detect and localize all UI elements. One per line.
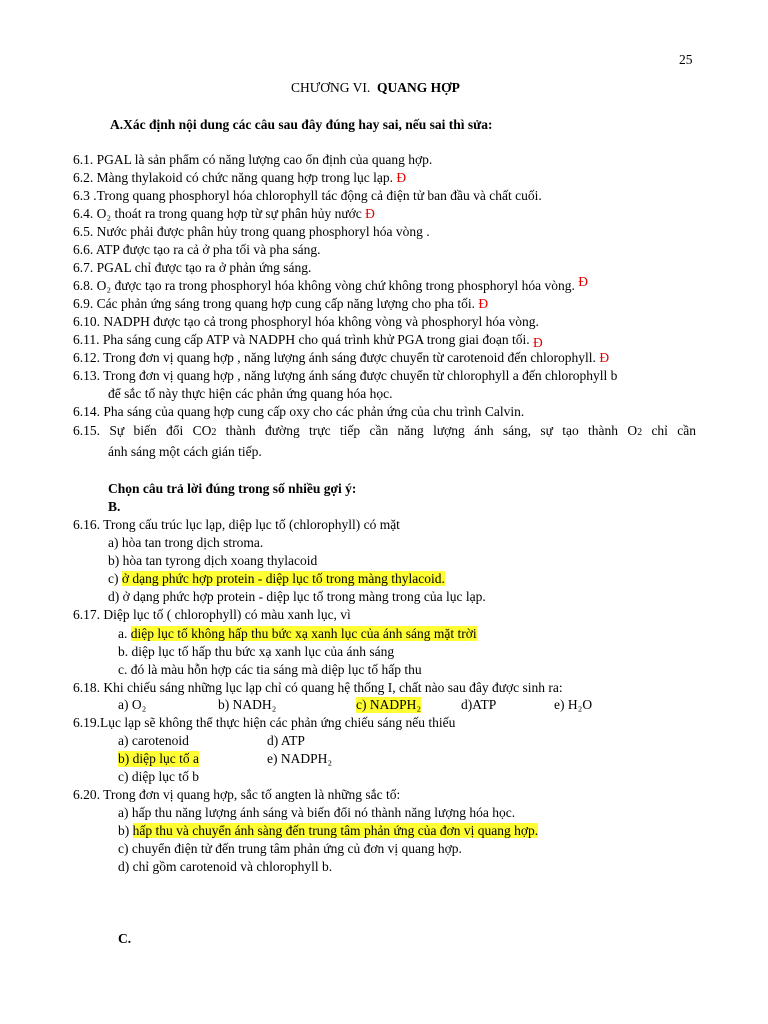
option-6-19-c: c) diệp lục tố b [118,769,199,784]
option-6-20-d: d) chỉ gồm carotenoid và chlorophyll b. [118,859,333,874]
item-6-2: 6.2. Màng thylakoid có chức năng quang hợp trong lục lạp. Đ [73,170,407,185]
item-6-12: 6.12. Trong đơn vị quang hợp , năng lượng ánh sáng được chuyển từ carotenoid đến chlorophyll. Đ [73,350,610,365]
item-6-7: 6.7. PGAL chỉ được tạo ra ở phản ứng sáng. [73,260,312,275]
item-6-8: 6.8. O₂ được tạo ra trong phosphoryl hóa không vòng chứ không trong phosphoryl hóa vòng. Đ [73,274,589,293]
question-6-18: 6.18. Khi chiếu sáng những lục lạp chỉ có quang hệ thống I, chất nào sau đây được sinh ra: [73,680,563,695]
option-6-19-d: d) ATP [267,733,305,748]
item-6-13-continued: để sắc tố này thực hiện các phản ứng quang hóa học. [108,386,393,401]
options-6-19-row2 [118,751,418,767]
options-6-19-row1 [118,733,418,749]
option-6-20-b: b) hấp thu và chuyển ánh sàng đến trung tâm phản ứng của đơn vị quang hợp. [118,823,539,838]
true-mark: Đ [533,335,543,350]
highlighted-answer: diệp lục tố không hấp thu bức xạ xanh lục của ánh sáng mặt trời [130,626,477,641]
true-mark: Đ [599,350,610,365]
chapter-prefix: CHƯƠNG VI. [291,80,371,95]
option-6-18-a: a) O₂ [118,697,147,712]
option-6-18-c: c) NADPH₂ [356,697,422,712]
item-6-15: 6.15. Sự biến đổi CO2 thành đường trực tiếp cần năng lượng ánh sáng, sự tạo thành O2 chỉ cần [73,423,696,438]
item-6-15-continued: ánh sáng một cách gián tiếp. [108,444,262,459]
true-mark: Đ [365,206,375,221]
highlighted-answer: hấp thu và chuyển ánh sàng đến trung tâm phản ứng của đơn vị quang hợp. [132,823,539,838]
section-c-label: C. [118,931,132,946]
item-6-9: 6.9. Các phản ứng sáng trong quang hợp cung cấp năng lượng cho pha tối. Đ [73,296,489,311]
item-6-4: 6.4. O₂ thoát ra trong quang hợp từ sự phân hủy nước Đ [73,206,375,221]
option-6-16-c: c) ở dạng phức hợp protein - diệp lục tố trong màng thylacoid. [108,571,445,586]
item-6-14: 6.14. Pha sáng của quang hợp cung cấp oxy cho các phản ứng của chu trình Calvin. [73,404,525,419]
option-6-17-c: c. đó là màu hỗn hợp các tia sáng mà diệp lục tố hấp thu [118,662,422,677]
chapter-title: QUANG HỢP [376,80,460,95]
section-a-heading: A.Xác định nội dung các câu sau đây đúng hay sai, nếu sai thì sửa: [110,117,493,132]
item-6-13: 6.13. Trong đơn vị quang hợp , năng lượng ánh sáng được chuyển từ chlorophyll a đến chlorophyll b [73,368,618,383]
question-6-17: 6.17. Diệp lục tố ( chlorophyll) có màu xanh lục, vì [73,607,351,622]
item-6-1: 6.1. PGAL là sản phẩm có năng lượng cao ổn định của quang hợp. [73,152,433,167]
option-6-18-b: b) NADH₂ [218,697,277,712]
item-6-5: 6.5. Nước phải được phân hủy trong quang phosphoryl hóa vòng . [73,224,430,239]
item-6-6: 6.6. ATP được tạo ra cả ở pha tối và pha sáng. [73,242,321,257]
item-6-10: 6.10. NADPH được tạo cả trong phosphoryl hóa không vòng và phosphoryl hóa vòng. [73,314,539,329]
option-6-19-e: e) NADPH₂ [267,751,333,766]
option-6-16-b: b) hòa tan tyrong dịch xoang thylacoid [108,553,318,568]
true-mark: Đ [578,274,589,289]
true-mark: Đ [478,296,489,311]
question-6-19: 6.19.Lục lạp sẽ không thể thực hiện các phản ứng chiếu sáng nếu thiếu [73,715,456,730]
option-6-16-a: a) hòa tan trong dịch stroma. [108,535,264,550]
option-6-20-c: c) chuyển điện tử đến trung tâm phản ứng củ đơn vị quang hợp. [118,841,462,856]
chapter-heading [291,80,460,96]
question-6-16: 6.16. Trong cấu trúc lục lạp, diệp lục tố (chlorophyll) có mặt [73,517,400,532]
section-b-label: B. [108,499,121,514]
option-6-18-e: e) H₂O [554,697,593,712]
option-6-16-d: d) ở dạng phức hợp protein - diệp lục tố trong màng trong của lục lạp. [108,589,486,604]
option-6-20-a: a) hấp thu năng lượng ánh sáng và biến đổi nó thành năng lượng hóa học. [118,805,516,820]
option-6-19-b: b) diệp lục tố a [118,751,199,766]
true-mark: Đ [396,170,407,185]
section-b-heading: Chọn câu trả lời đúng trong số nhiều gợi ý: [108,481,357,496]
option-6-19-a: a) carotenoid [118,733,189,748]
options-6-18 [118,697,658,713]
item-6-11: 6.11. Pha sáng cung cấp ATP và NADPH cho quá trình khử PGA trong giai đoạn tối. Đ [73,332,543,350]
item-6-3: 6.3 .Trong quang phosphoryl hóa chlorophyll tác động cả điện tử ban đầu và chất cuối. [73,188,542,203]
question-6-20: 6.20. Trong đơn vị quang hợp, sắc tố angten là những sắc tố: [73,787,401,802]
option-6-18-d: d)ATP [461,697,497,712]
highlighted-answer: ở dạng phức hợp protein - diệp lục tố trong màng thylacoid. [121,571,445,586]
page-number: 25 [679,52,693,67]
option-6-17-a: a. diệp lục tố không hấp thu bức xạ xanh lục của ánh sáng mặt trời [118,626,477,641]
option-6-17-b: b. diệp lục tố hấp thu bức xạ xanh lục của ánh sáng [118,644,395,659]
